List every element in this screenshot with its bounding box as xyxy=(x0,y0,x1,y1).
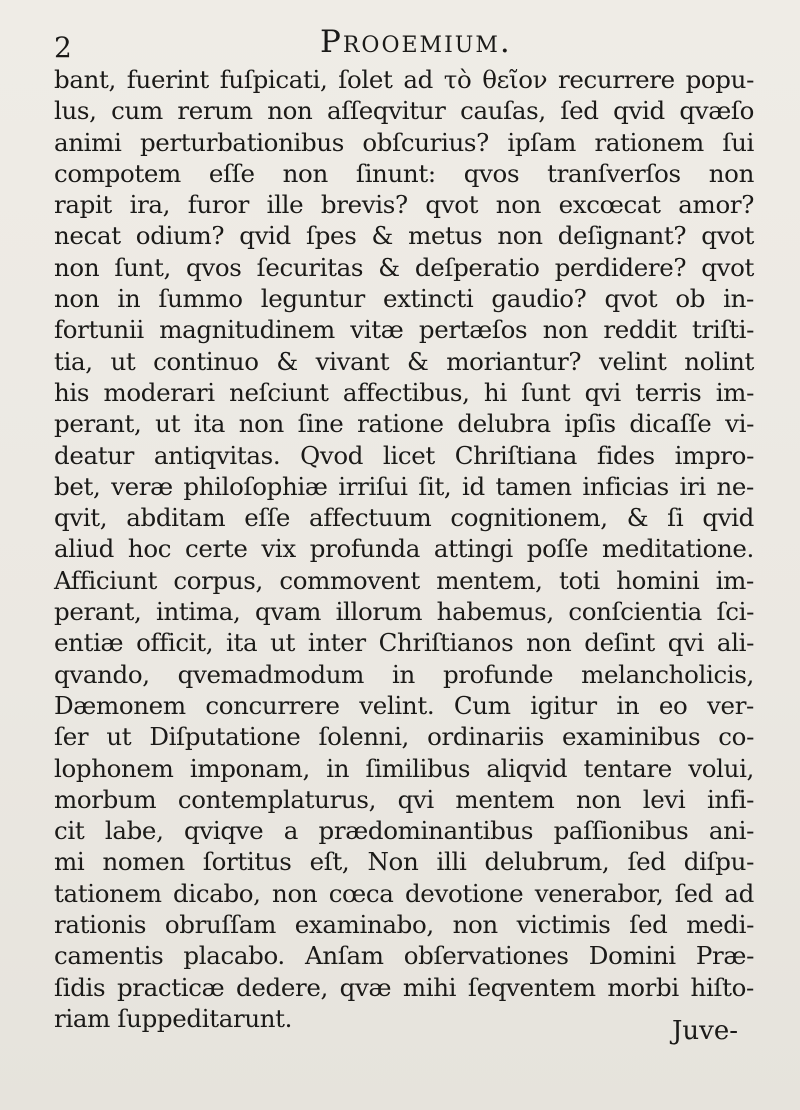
text-line: ſer ut Diſputatione ſolenni, ordinariis examinibus co- xyxy=(54,722,754,752)
text-line: non ſunt, qvos ſecuritas & deſperatio perdidere? qvot xyxy=(54,252,754,282)
text-line: lus, cum rerum non aſſeqvitur cauſas, ſed qvid qvæſo xyxy=(54,96,754,126)
text-line: lophonem imponam, in ſimilibus aliqvid tentare volui, xyxy=(54,753,754,783)
text-line: non in ſummo leguntur extincti gaudio? qvot ob in- xyxy=(54,284,754,314)
text-line: his moderari neſciunt affectibus, hi ſunt qvi terris im- xyxy=(54,377,754,407)
text-line: camentis placabo. Anſam obſervationes Domini Præ- xyxy=(54,941,754,971)
text-line: perant, ut ita non ſine ratione delubra ipſis dicaſſe vi- xyxy=(54,409,754,439)
text-line: morbum contemplaturus, qvi mentem non levi infi- xyxy=(54,784,754,814)
text-line: tationem dicabo, non cœca devotione venerabor, ſed ad xyxy=(54,878,754,908)
text-line: aliud hoc certe vix profunda attingi poſſe meditatione. xyxy=(54,534,754,564)
text-line: perant, intima, qvam illorum habemus, conſcientia ſci- xyxy=(54,597,754,627)
text-line: entiæ officit, ita ut inter Chriſtianos non deſint qvi ali- xyxy=(54,628,754,658)
text-line: rationis obruſſam examinabo, non victimis ſed medi- xyxy=(54,910,754,940)
text-line: fortunii magnitudinem vitæ pertæſos non reddit triſti- xyxy=(54,315,754,345)
text-line: Dæmonem concurrere velint. Cum igitur in eo ver- xyxy=(54,690,754,720)
text-line: rapit ira, furor ille brevis? qvot non excœcat amor? xyxy=(54,190,754,220)
text-line: animi perturbationibus obſcurius? ipſam rationem ſui xyxy=(54,127,754,157)
page-header xyxy=(40,22,760,62)
text-line: ſidis practicæ dedere, qvæ mihi ſeqventem morbi hiſto- xyxy=(54,972,754,1002)
running-title: Prooemium. xyxy=(320,24,512,60)
text-line: bet, veræ philoſophiæ irriſui ſit, id tamen inficias iri ne- xyxy=(54,471,754,501)
text-line: tia, ut continuo & vivant & moriantur? velint nolint xyxy=(54,346,754,376)
text-line: qvando, qvemadmodum in profunde melancholicis, xyxy=(54,659,754,689)
text-line: necat odium? qvid ſpes & metus non deſignant? qvot xyxy=(54,221,754,251)
text-line: qvit, abditam eſſe affectuum cognitionem, & ſi qvid xyxy=(54,503,754,533)
text-line: Afficiunt corpus, commovent mentem, toti homini im- xyxy=(54,565,754,595)
body-text xyxy=(54,64,754,1034)
page-number: 2 xyxy=(54,31,72,64)
text-line: cit labe, qviqve a prædominantibus paſſionibus ani- xyxy=(54,816,754,846)
text-line: mi nomen ſortitus eſt, Non illi delubrum, ſed diſpu- xyxy=(54,847,754,877)
catchword: Juve- xyxy=(672,1016,739,1046)
text-line: riam ſuppeditarunt. xyxy=(54,1003,293,1033)
text-line: compotem eſſe non ſinunt: qvos tranſverſos non xyxy=(54,158,754,188)
text-line: deatur antiqvitas. Qvod licet Chriſtiana fides impro- xyxy=(54,440,754,470)
text-line: bant, fuerint fuſpicati, ſolet ad τὸ θεῖον recurrere popu- xyxy=(54,65,754,94)
